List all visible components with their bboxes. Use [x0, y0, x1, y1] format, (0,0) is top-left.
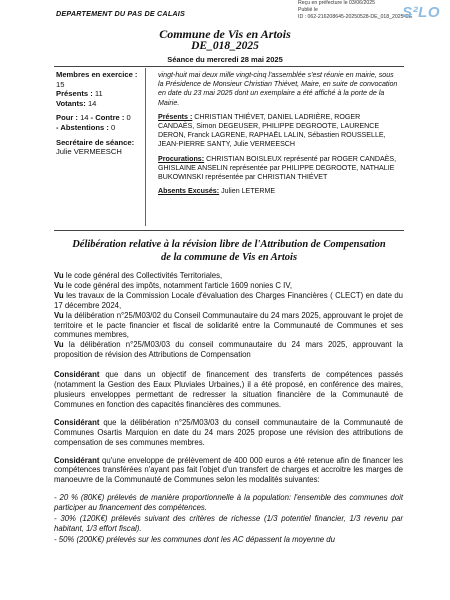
vote-summary [56, 70, 144, 162]
deliberation-title-line-2: de la commune de Vis en Artois [160, 252, 298, 263]
allocation-bullet: - 20 % (80K€) prélevés de manière proportionnelle à la population: l'ensemble des communes doit participer au financement des compétences. [54, 493, 403, 513]
considerant-text: que la délibération n°25/M03/03 du conseil communautaire de la Communauté de Communes Osartis Marquion en date du 24 mars 2025 propose une révision des attributions de compensation de ses communes membres. [54, 417, 403, 447]
for-label: Pour : [56, 113, 78, 123]
against-value: 0 [126, 113, 131, 123]
vu-item: la délibération n°25/M03/02 du Conseil Communautaire du 24 mars 2025, approuvant le projet de territoire et le pacte financier et fiscal de solidarité entre la Communauté de Communes et ses communes membres, [54, 310, 403, 340]
vu-keyword: Vu [54, 340, 64, 350]
against-label: - Contre : [90, 113, 125, 123]
considerant-text: que dans un objectif de financement des transferts de compétences passés (notamment la Gestion des Eaux Pluviales Urbaines,) il a été proposé, en conférence des maires, plusieurs enveloppes permettant de redresser la situation financière de la Communauté de Communes en fonction des capacités financières des communes. [54, 370, 403, 409]
vu-item: le code général des Collectivités Territoriales, [65, 271, 223, 280]
deliberation-body [54, 271, 403, 546]
convocation-text: vingt-huit mai deux mille vingt-cinq l'assemblée s'est réunie en mairie, sous la Présidence de Monsieur Christian Thiévet, Maire, en suite de convocation en date du 23 mai 2025 dont un exemplaire a été affiché à la porte de la Mairie. [158, 71, 398, 107]
session-date: Séance du mercredi 28 mai 2025 [167, 55, 283, 64]
considerant-paragraph [54, 456, 403, 486]
top-divider [54, 66, 404, 67]
stamp-received-line: Reçu en préfecture le 03/06/2025 [298, 0, 376, 6]
deliberation-title [54, 238, 404, 264]
deliberation-title-line-1: Délibération relative à la révision libre de l'Attribution de Compensation [72, 239, 386, 250]
presents-count-value: 11 [94, 89, 103, 99]
abstentions-label: - Abstentions : [56, 122, 109, 132]
secretary-name: Julie VERMEESCH [56, 147, 122, 157]
abstentions-value: 0 [111, 122, 116, 132]
department-name: DEPARTEMENT DU PAS DE CALAIS [56, 9, 185, 18]
considerant-paragraph [54, 418, 403, 448]
absents-list: Julien LETERME [221, 187, 276, 196]
deliberation-reference: DE_018_2025 [191, 40, 259, 52]
considerant-text: qu'une enveloppe de prélèvement de 400 000 euros a été retenue afin de financer les compétences transférées n'ayant pas fait l'objet d'un transfert de charges et accroitre les marges de manoeuvre de la Communauté de Communes selon les modalités suivantes: [54, 455, 404, 485]
vu-keyword: Vu [54, 271, 64, 280]
allocation-bullet: - 50% (200K€) prélevés sur les communes dont les AC dépassent la moyenne du [54, 534, 335, 544]
presents-count-label: Présents : [56, 89, 93, 99]
vu-item: le code général des impôts, notamment l'article 1609 nonies C IV, [65, 280, 292, 290]
vu-keyword: Vu [54, 280, 64, 290]
absents-heading: Absents Excusés: [158, 187, 220, 196]
commune-title: Commune de Vis en Artois [159, 27, 291, 41]
voters-label: Votants: [56, 98, 86, 108]
voters-value: 14 [87, 98, 97, 108]
considerant-keyword: Considérant [54, 370, 100, 380]
members-value: 15 [56, 79, 65, 89]
presents-heading: Présents : [158, 112, 193, 121]
secretary-label: Secrétaire de séance: [56, 137, 135, 147]
procurations-heading: Procurations: [158, 154, 205, 163]
vu-item: les travaux de la Commission Locale d'évaluation des Charges Financières ( CLECT) en date du 17 décembre 2024, [54, 290, 403, 310]
vu-keyword: Vu [54, 290, 64, 300]
vu-list [54, 271, 403, 360]
presents-list: CHRISTIAN THIÉVET, DANIEL LADRIÈRE, ROGER CANDAÈS, Simon DEGEUSER, PHILIPPE DEGROOTE, LAURENCE DERON, Franck LAGRENE, RAPHAËL LALIN, Sébastien ROUSSELLE, JEAN-PIERRE SANTY, Julie VERMEESCH [158, 112, 386, 149]
column-divider [145, 68, 146, 226]
vu-keyword: Vu [54, 310, 64, 320]
slo-logo: S²LO [402, 4, 440, 21]
considerant-paragraph [54, 370, 403, 410]
considerant-keyword: Considérant [54, 417, 100, 427]
attendance-section [158, 71, 398, 201]
stamp-id-line: ID : 062-216208645-20250528-DE_018_2025-DE [298, 14, 413, 20]
for-value: 14 [80, 113, 89, 123]
stamp-published-line: Publié le [298, 7, 318, 13]
middle-divider [54, 230, 404, 231]
procurations-list: CHRISTIAN BOISLEUX représenté par ROGER CANDAÈS, GHISLAINE ANSELIN représentée par PHILIPPE DEGROOTE, NATHALIE BUKOWINSKI représentée par CHRISTIAN THIÉVET [158, 154, 397, 182]
members-label: Membres en exercice : [56, 70, 138, 79]
considerant-keyword: Considérant [54, 455, 100, 465]
allocation-bullet: - 30% (120K€) prélevés suivant des critères de richesse (1/3 potentiel financier, 1/3 revenu par habitant, 1/3 effort fiscal). [54, 514, 403, 533]
prefecture-stamp [298, 0, 448, 30]
vu-item: la délibération n°25/M03/03 du conseil communautaire du 24 mars 2025, approuvant la proposition de révision des Attributions de Compensation [54, 340, 403, 360]
